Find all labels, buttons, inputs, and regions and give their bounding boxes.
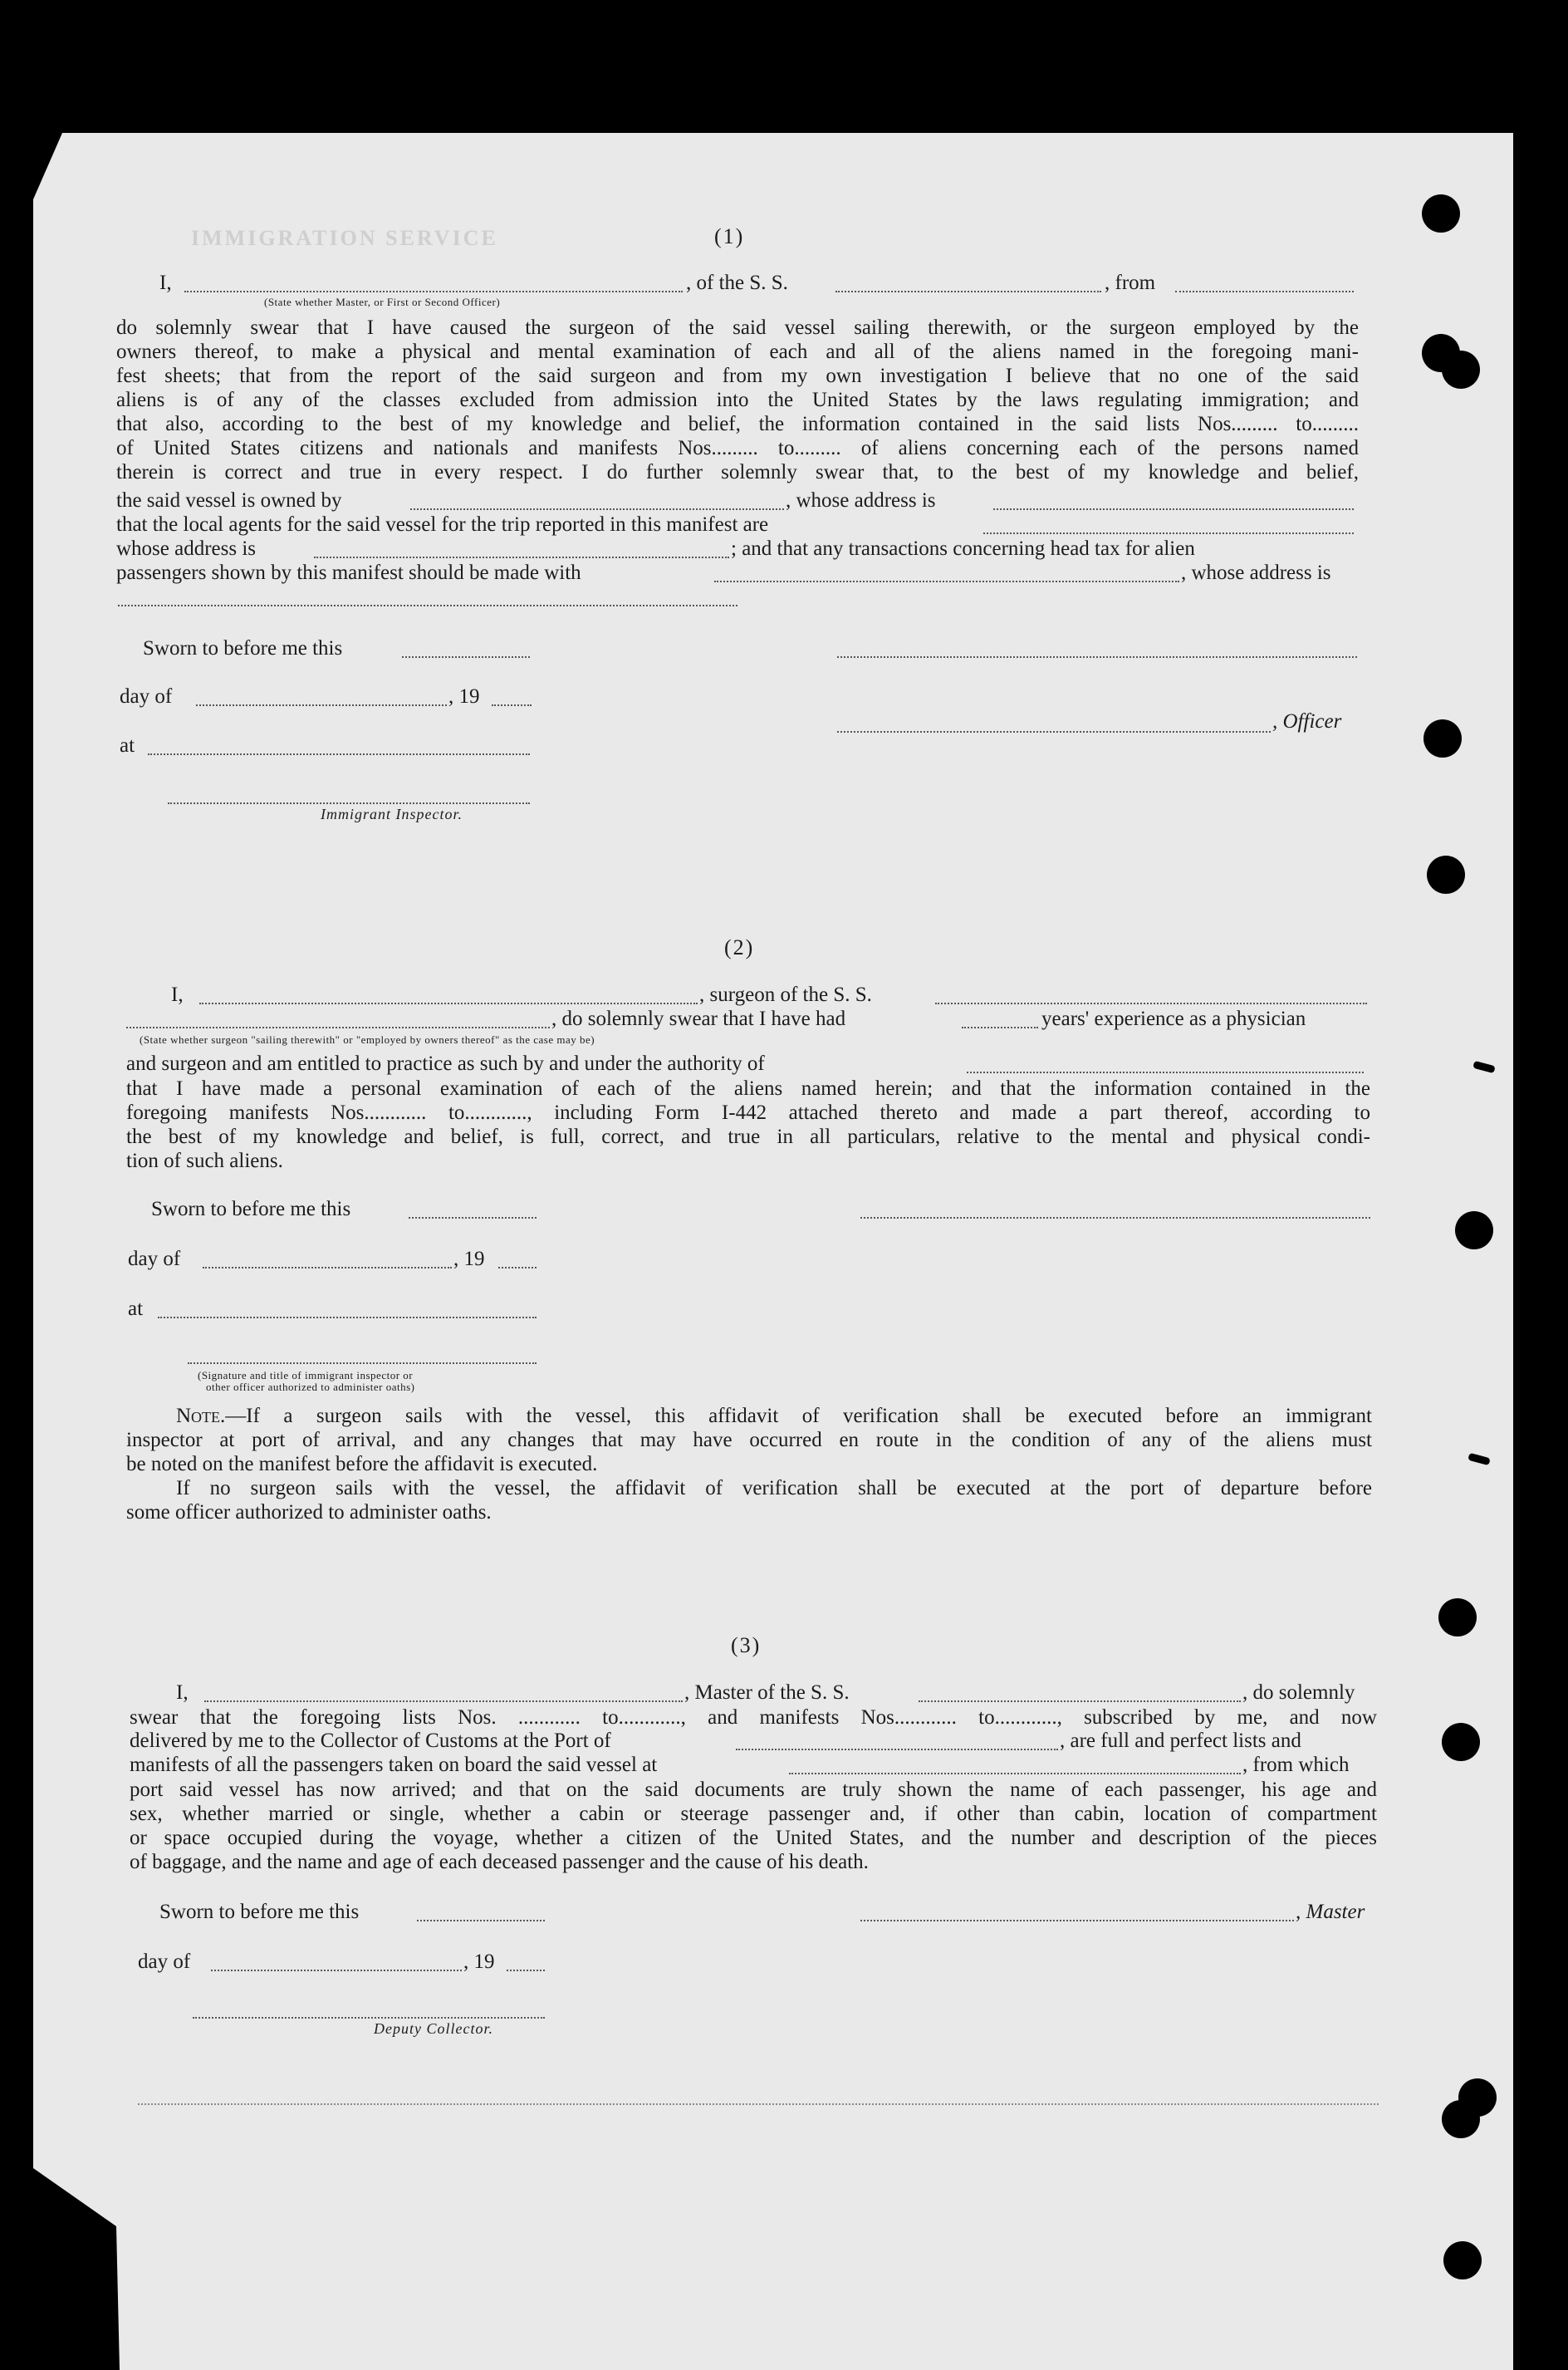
s3-year-field[interactable]: [507, 1970, 545, 1971]
s1-headtax-address-field[interactable]: [118, 605, 737, 606]
s2-caption: (State whether surgeon "sailing therewith" or "employed by owners thereof" as the case may be): [140, 1033, 595, 1046]
s2-sig-caption-2: other officer authorized to administer oaths): [206, 1381, 415, 1393]
s1-body-0: do solemnly swear that I have caused the surgeon of the said vessel sailing therewith, or the surgeon employed by the: [116, 316, 1359, 339]
s2-day-of: day of: [128, 1248, 181, 1270]
s2-at: at: [128, 1298, 144, 1320]
s3-ship-field[interactable]: [919, 1700, 1241, 1702]
s2-year-field[interactable]: [498, 1267, 537, 1268]
s2-note-line-0: —If a surgeon sails with the vessel, this affidavit of verification shall be executed before an immigrant: [225, 1405, 1372, 1427]
s1-local-agents: that the local agents for the said vessel for the trip reported in this manifest are: [116, 513, 769, 536]
s2-note2-1: some officer authorized to administer oaths.: [126, 1501, 492, 1524]
s3-deputy-field[interactable]: [193, 2017, 545, 2019]
s3-i-label: I,: [176, 1681, 189, 1704]
s2-note2-0: If no surgeon sails with the vessel, the affidavit of verification shall be executed at the port of departure before: [176, 1477, 1372, 1499]
s3-master-of: , Master of the S. S.: [684, 1681, 850, 1704]
s1-ship-field[interactable]: [835, 291, 1101, 292]
punch-hole: [1442, 2100, 1480, 2138]
s2-at-field[interactable]: [158, 1317, 537, 1318]
s3-body-1: delivered by me to the Collector of Customs at the Port of: [130, 1730, 611, 1752]
s1-officer-field[interactable]: [837, 731, 1271, 733]
s3-name-field[interactable]: [204, 1700, 683, 1702]
s1-body-2: fest sheets; that from the report of the said surgeon and from my own investigation I believe that no one of the said: [116, 365, 1359, 387]
s1-sworn: Sworn to before me this: [143, 637, 343, 660]
punch-hole: [1423, 719, 1462, 758]
s2-body-2: foregoing manifests Nos............ to............, including Form I-442 attached thereto and made a part thereof, according to: [126, 1102, 1370, 1124]
s1-year-field[interactable]: [492, 704, 532, 706]
s3-day-field[interactable]: [211, 1970, 462, 1971]
s3-deputy: Deputy Collector.: [374, 2020, 493, 2037]
section-1-number: (1): [714, 224, 745, 248]
edge-mark: [1002, 50, 1004, 90]
s1-from: , from: [1105, 272, 1156, 294]
s1-sworn-field[interactable]: [402, 656, 530, 658]
s2-i-label: I,: [171, 984, 184, 1006]
s1-whose-address-end: , whose address is: [1181, 562, 1331, 584]
s2-authority-field[interactable]: [967, 1072, 1364, 1073]
s3-body-6: of baggage, and the name and age of each deceased passenger and the cause of his death.: [130, 1851, 869, 1873]
s3-body-2: manifests of all the passengers taken on board the said vessel at: [130, 1754, 658, 1776]
s1-agents-address-field[interactable]: [314, 557, 729, 558]
s3-body-3: port said vessel has now arrived; and that on the said documents are truly shown the name of each passenger, his age and: [130, 1779, 1377, 1801]
s1-owned-by: the said vessel is owned by: [116, 489, 342, 512]
s1-agents-field[interactable]: [983, 532, 1354, 534]
s1-at: at: [120, 734, 135, 757]
s1-body-1: owners thereof, to make a physical and mental examination of each and all of the aliens named in the foregoing mani-: [116, 341, 1359, 363]
s1-day-field[interactable]: [196, 704, 447, 706]
s1-day-of: day of: [120, 685, 173, 708]
s2-body-0: and surgeon and am entitled to practice as such by and under the authority of: [126, 1053, 765, 1075]
s2-note-0: [126, 1404, 1372, 1429]
s1-i-label: I,: [159, 272, 172, 294]
s2-body-3: the best of my knowledge and belief, is full, correct, and true in all particulars, relative to the mental and physical condi-: [126, 1126, 1370, 1148]
s2-body-1: that I have made a personal examination of each of the aliens named herein; and that the information contained in the: [126, 1077, 1370, 1100]
s2-years-field[interactable]: [962, 1027, 1038, 1028]
s2-sig-caption-1: (Signature and title of immigrant inspector or: [198, 1369, 414, 1381]
s3-sworn: Sworn to before me this: [159, 1901, 360, 1923]
s1-inspector-field[interactable]: [168, 802, 530, 804]
s3-day-of: day of: [138, 1950, 191, 1973]
s1-caption: (State whether Master, or First or Second Officer): [264, 296, 501, 308]
s1-year: , 19: [448, 685, 480, 708]
s3-full-lists: , are full and perfect lists and: [1060, 1730, 1301, 1752]
section-3-number: (3): [731, 1633, 762, 1657]
s3-do-solemnly: , do solemnly: [1242, 1681, 1355, 1704]
s3-body-4: sex, whether married or single, whether a cabin or steerage passenger and, if other than cabin, location of compartment: [130, 1803, 1377, 1825]
s2-status-field[interactable]: [126, 1027, 550, 1028]
s3-year: , 19: [463, 1950, 495, 1973]
s1-whose-address-is: whose address is: [116, 537, 257, 560]
punch-hole: [1427, 856, 1465, 894]
s2-surgeon-of: , surgeon of the S. S.: [699, 984, 872, 1006]
s2-note-label: Note.: [176, 1405, 226, 1427]
s2-ship-field[interactable]: [935, 1003, 1367, 1004]
punch-hole: [1442, 1723, 1480, 1761]
s3-port-field[interactable]: [736, 1749, 1058, 1750]
s2-day-field[interactable]: [203, 1267, 452, 1268]
s1-of-ss: , of the S. S.: [686, 272, 788, 294]
s1-whose-address: , whose address is: [786, 489, 936, 512]
punch-hole: [1442, 351, 1480, 389]
s3-body-5: or space occupied during the voyage, whether a citizen of the United States, and the number and description of the pieces: [130, 1827, 1377, 1849]
s2-signature-field[interactable]: [860, 1217, 1370, 1219]
s2-year: , 19: [453, 1248, 485, 1270]
s3-master-sig-field[interactable]: [860, 1920, 1294, 1921]
s1-passengers: passengers shown by this manifest should be made with: [116, 562, 581, 584]
s1-transactions: ; and that any transactions concerning head tax for alien: [731, 537, 1195, 560]
s1-signature-field[interactable]: [837, 656, 1357, 658]
s3-master: , Master: [1296, 1901, 1365, 1923]
s2-years: years' experience as a physician: [1041, 1008, 1306, 1030]
faint-header: IMMIGRATION SERVICE: [191, 226, 498, 250]
s1-body-5: of United States citizens and nationals and manifests Nos......... to......... of aliens concerning each of the persons named: [116, 437, 1359, 459]
s1-body-4: that also, according to the best of my knowledge and belief, the information contained in the said lists Nos......... to.........: [116, 413, 1359, 435]
s2-note-2: be noted on the manifest before the affidavit is executed.: [126, 1453, 598, 1475]
s1-from-field[interactable]: [1175, 291, 1354, 292]
s2-sworn-field[interactable]: [409, 1217, 537, 1219]
punch-hole: [1455, 1211, 1493, 1249]
s3-sworn-field[interactable]: [417, 1920, 545, 1921]
s1-body-6: therein is correct and true in every respect. I do further solemnly swear that, to the best of my knowledge and belief,: [116, 461, 1359, 483]
s2-sworn: Sworn to before me this: [151, 1198, 351, 1220]
s2-swear: , do solemnly swear that I have had: [551, 1008, 846, 1030]
s1-owner-address-field[interactable]: [993, 508, 1354, 510]
punch-hole: [1438, 1598, 1477, 1636]
s1-rank-field[interactable]: [184, 291, 683, 292]
s3-body-0: swear that the foregoing lists Nos. ............ to............, and manifests Nos............ to............, subscribed by me, and now: [130, 1706, 1377, 1729]
s1-officer: , Officer: [1272, 710, 1342, 733]
s3-embark-field[interactable]: [789, 1773, 1241, 1774]
punch-hole: [1422, 194, 1460, 233]
s1-owner-field[interactable]: [410, 508, 784, 510]
s1-headtax-field[interactable]: [714, 581, 1179, 582]
s2-body-4: tion of such aliens.: [126, 1150, 283, 1172]
s1-body-3: aliens is of any of the classes excluded from admission into the United States by the laws regulating immigration; and: [116, 389, 1359, 411]
punch-hole: [1443, 2241, 1482, 2279]
s3-from-which: , from which: [1242, 1754, 1350, 1776]
bottom-divider: [138, 2103, 1379, 2105]
s2-name-field[interactable]: [199, 1003, 698, 1004]
s1-inspector: Immigrant Inspector.: [321, 806, 463, 822]
s2-note-1: inspector at port of arrival, and any changes that may have occurred en route in the condition of any of the aliens must: [126, 1429, 1372, 1451]
section-2-number: (2): [724, 935, 755, 959]
s1-at-field[interactable]: [148, 753, 530, 755]
s2-inspector-field[interactable]: [188, 1362, 537, 1364]
